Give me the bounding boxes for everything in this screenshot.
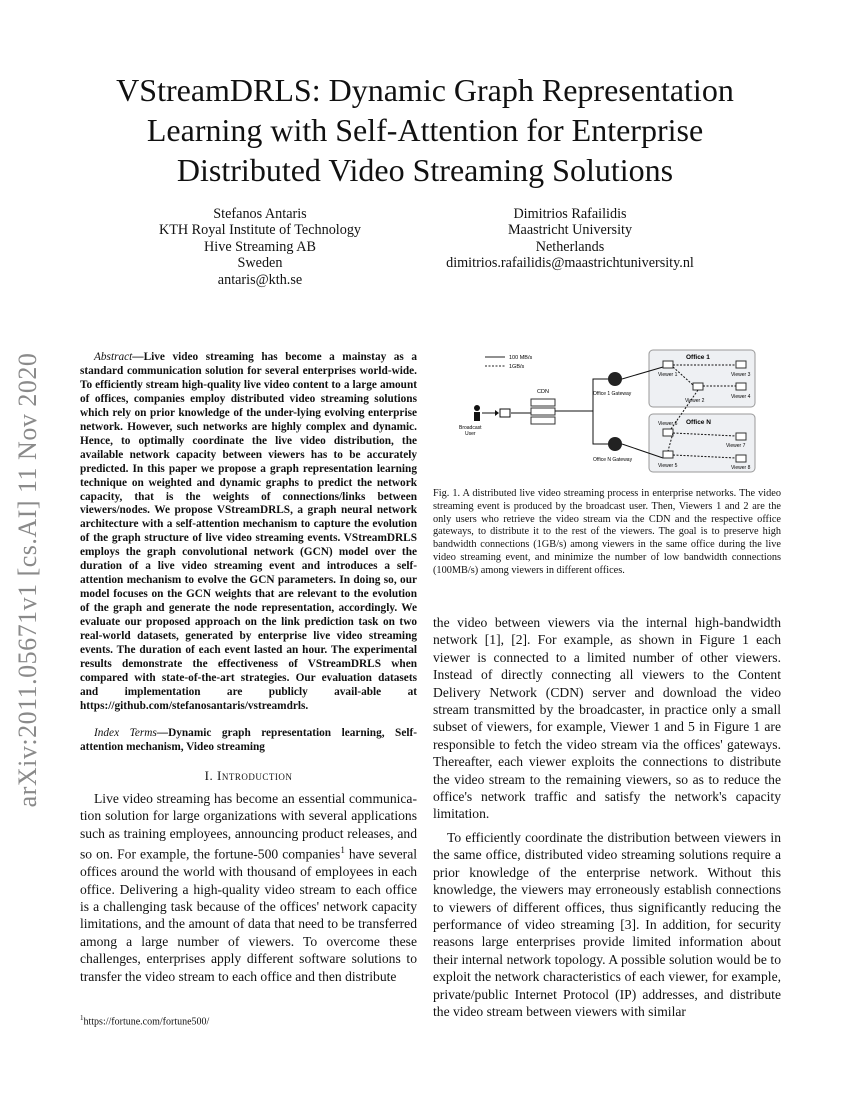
viewer-7-label: Viewer 7	[726, 443, 746, 449]
author-block-2	[425, 206, 715, 272]
edge-cdn-gwN	[593, 411, 608, 444]
intro-paragraph	[80, 790, 417, 985]
index-terms-text: —Dynamic graph representation learning, Self-attention mechanism, Video streaming	[80, 727, 417, 753]
viewer-2-label: Viewer 2	[685, 398, 705, 404]
gateway-1-icon	[608, 372, 622, 386]
gateway-1-label: Office 1 Gateway	[593, 391, 632, 397]
index-terms	[80, 727, 417, 755]
author-email: antaris@kth.se	[217, 271, 303, 288]
viewer-4-icon	[736, 383, 746, 390]
abstract-label: Abstract	[94, 351, 133, 363]
server-1	[531, 399, 555, 406]
arxiv-id: arXiv:2011.05671v1 [cs.AI] 11 Nov 2020	[13, 352, 42, 808]
server-3	[531, 417, 555, 424]
paragraph: the video between viewers via the internal high-bandwidth network [1], [2]. For example, as shown in Figure 1 each viewer is connected to a limited number of other viewers. Instead of directly connecting all viewers to the Content Delivery Network (CDN) server and download the video stream transmitted by the broadcaster, in practice only a small subset of viewers, for example, Viewer 1 and 5 in Figure 1 are responsible to fetch the video stream via the offices' gateways. Thereafter, each viewer exploits the connections to distribute the video stream to the remaining viewers, so as to reduce the office's network traffic and satisfy the network's capacity limitation.	[433, 615, 781, 822]
broadcast-label: Broadcast	[459, 425, 482, 431]
gateway-n-icon	[608, 437, 622, 451]
viewer-1-label: Viewer 1	[658, 372, 678, 378]
author-affiliation: Hive Streaming AB	[204, 238, 316, 255]
left-column-body	[80, 790, 417, 985]
author-name: Stefanos Antaris	[213, 206, 307, 222]
footnote-mark: 1	[340, 845, 345, 856]
author-country: Netherlands	[535, 238, 605, 255]
title-line-3: Distributed Video Streaming Solutions	[176, 152, 674, 188]
viewer-4-label: Viewer 4	[731, 394, 751, 400]
office-n-label: Office N	[686, 419, 711, 426]
intro-text-a: Live video streaming has become an essential communica-tion solution for large organizations with several applications such as training employees, announcing product releases, and so on. For example, the fortune-500 companies	[80, 791, 417, 862]
title-line-1: VStreamDRLS: Dynamic Graph Representation	[116, 72, 734, 108]
index-terms-label: Index Terms	[94, 727, 157, 739]
viewer-3-icon	[736, 361, 746, 368]
server-2	[531, 408, 555, 415]
camera-icon	[500, 409, 510, 417]
viewer-2-icon	[693, 383, 703, 390]
footnote-url: https://fortune.com/fortune500/	[83, 1016, 210, 1028]
viewer-3-label: Viewer 3	[731, 372, 751, 378]
cdn-label: CDN	[537, 389, 549, 395]
abstract-text: —Live video streaming has become a mainstay as a standard communication solution for several enterprises world-wide. To efficiently stream high-quality live video content to a large amount of offices, companies employ distributed video streaming solutions which rely on prior knowledge of the under-lying evolving enterprise network. However, such networks are highly complex and dynamic. Hence, to optimally coordinate the live video distribution, the available network capacity between viewers has to be accurately predicted. In this paper we propose a graph representation learning technique on weighted and dynamic graphs to predict the network capacity, that is the weights of connections/links between viewers/nodes. We propose VStreamDRLS, a graph neural network architecture with a self-attention mechanism to capture the evolution of the graph structure of live video streaming events. VStreamDRLS employs the graph convolutional network (GCN) model over the duration of a live video streaming event and introduces a self-attention mechanism to evolve the GCN parameters. In doing so, our model focuses on the GCN weights that are relevant to the evolution of the graph and generate the node representation, accordingly. We evaluate our proposed approach on the link prediction task on two real-world datasets, generated by enterprise live video streaming events. The duration of each event lasted an hour. The experimental results demonstrate the effectiveness of VStreamDRLS when compared with state-of-the-art strategies. Our evaluation datasets and implementation are publicly avail-able at https://github.com/stefanosantaris/vstreamdrls.	[80, 351, 417, 712]
footnote	[80, 1014, 209, 1027]
legend-label-100mb: 100 MB/s	[509, 355, 533, 361]
author-affiliation: KTH Royal Institute of Technology	[158, 222, 362, 239]
author-country: Sweden	[237, 255, 283, 272]
author-block-1	[130, 206, 390, 288]
legend-label-1gb: 1GB/s	[509, 364, 525, 370]
author-name: Dimitrios Rafailidis	[513, 206, 627, 222]
figure-network-diagram	[453, 347, 763, 477]
section-heading: I. Introduction	[204, 768, 293, 783]
gateway-n-label: Office N Gateway	[593, 457, 633, 463]
office-1-label: Office 1	[686, 354, 710, 361]
paragraph: To efficiently coordinate the distribution between viewers in the same office, distributed video streaming solutions require a prior knowledge of the enterprise network. Without this knowledge, the viewers may erroneously establish connections to viewers of different offices, thus significantly reducing the performance of video streaming [3]. In addition, for security reasons large enterprises provide limited information about their internal network topology. A possible solution would be to exploit the network characteristics of each viewer, for example, private/public Internet Protocol (IP) addresses, and distribute the video stream between viewers with similar	[433, 829, 781, 1019]
broadcast-user-body	[474, 412, 480, 421]
footnote-number: 1	[80, 1014, 84, 1022]
arrow-head	[495, 410, 499, 416]
viewer-7-icon	[736, 433, 746, 440]
paper-title	[60, 70, 790, 190]
viewer-5-icon	[663, 451, 673, 458]
author-affiliation: Maastricht University	[507, 222, 633, 239]
figure-caption: Fig. 1. A distributed live video streaming process in enterprise networks. The video streaming event is produced by the broadcast user. Then, Viewers 1 and 2 are the only users who retrieve the video stream via the CDN and the respective office gateways, to distribute it to the rest of the viewers. The goal is to preserve high bandwidth connections (1GB/s) among viewers in the same office during the live video streaming event, and minimize the number of low bandwidth connections (100MB/s) among viewers in different offices.	[433, 488, 781, 576]
viewer-5-label: Viewer 5	[658, 463, 678, 469]
viewer-8-label: Viewer 8	[731, 465, 751, 471]
arxiv-stamp	[8, 295, 48, 865]
viewer-6-label: Viewer 6	[658, 421, 678, 427]
right-column-body	[433, 614, 781, 1020]
viewer-6-icon	[663, 429, 673, 436]
author-email: dimitrios.rafailidis@maastrichtuniversity.nl	[446, 255, 694, 272]
broadcast-label-2: User	[465, 431, 476, 437]
viewer-8-icon	[736, 455, 746, 462]
abstract	[80, 351, 417, 714]
intro-text-b: have several offices around the world with thousand of employees in each office. Delivering a high-quality video stream to each office is a challenging task because of the offices' network capacity limitations, and the amount of data that need to be transferred among a large number of viewers. To overcome these challenges, enterprises apply different software solutions to transfer the video stream to each office and then distribute	[80, 846, 417, 984]
broadcast-user-head	[474, 405, 480, 411]
title-line-2: Learning with Self-Attention for Enterprise	[146, 112, 704, 148]
viewer-1-icon	[663, 361, 673, 368]
